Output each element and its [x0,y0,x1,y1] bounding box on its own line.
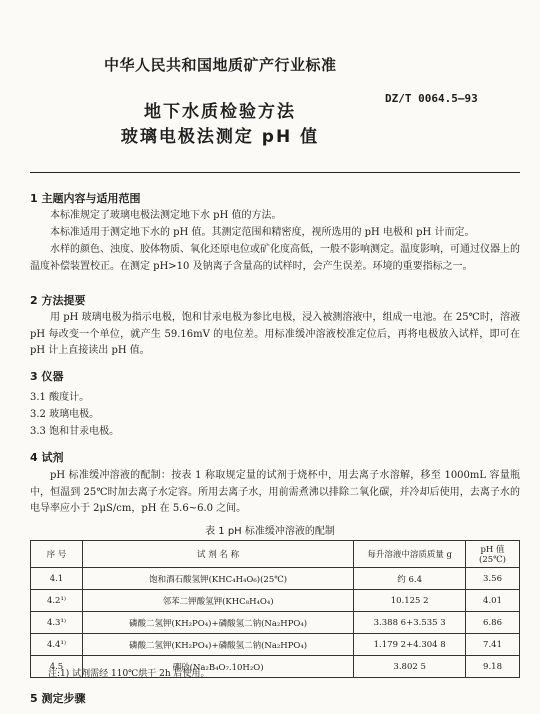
cell-number: 4.2¹⁾ [31,590,83,612]
column-header-mass: 每升溶液中溶质质量 g [354,541,466,568]
cell-ph: 3.56 [466,568,520,590]
section-1-paragraph-3: 水样的颜色、浊度、胶体物质、氧化还原电位或矿化度高低，一般不影响测定。温度影响，可通过仪器上的温度补偿装置校正。在测定 pH>10 及钠离子含量高的试样时，会产生误差。环境的重要指标之一。 [30,244,520,272]
table-row [31,612,520,634]
cell-number: 4.1 [31,568,83,590]
section-3-heading: 3 仪器 [30,370,64,383]
instrument-item-1: 3.1 酸度计。 [30,392,90,403]
cell-mass: 3.388 6+3.535 3 [354,612,466,634]
cell-ph: 9.18 [466,656,520,678]
section-1-paragraph-1: 本标准规定了玻璃电极法测定地下水 pH 值的方法。 [50,210,282,221]
cell-ph: 7.41 [466,634,520,656]
publisher-header: 中华人民共和国地质矿产行业标准 [104,56,337,74]
table-caption: 表 1 pH 标准缓冲溶液的配制 [205,526,335,537]
table-row [31,568,520,590]
cell-mass: 3.802 5 [354,656,466,678]
instrument-item-3: 3.3 饱和甘汞电极。 [30,426,120,437]
section-2-paragraph: 用 pH 玻璃电极为指示电极，饱和甘汞电极为参比电极，浸入被测溶液中，组成一电池。在 25℃时，溶液 pH 每改变一个单位，就产生 59.16mV 的电位差。用标准缓冲溶液校准定位后，再将电极放入试样，即可在 pH 计上直接读出 pH 值。 [30,312,520,356]
cell-ph: 4.01 [466,590,520,612]
table-row [31,634,520,656]
column-header-number: 序 号 [31,541,83,568]
cell-reagent: 饱和酒石酸氢钾(KHC₄H₄O₆)(25℃) [82,568,353,590]
cell-mass: 约 6.4 [354,568,466,590]
section-2-heading: 2 方法提要 [30,294,86,307]
section-1-heading: 1 主题内容与适用范围 [30,192,141,205]
section-1-paragraph-2: 本标准适用于测定地下水的 pH 值。其测定范围和精密度，视所选用的 pH 电极和 pH 计而定。 [50,227,475,238]
standard-number: DZ/T 0064.5—93 [385,92,478,105]
cell-reagent: 邻苯二钾酸氢钾(KHC₈H₄O₄) [82,590,353,612]
header-divider [30,172,520,173]
document-title-line1: 地下水质检验方法 [144,102,296,122]
column-header-ph: pH 值 (25℃) [466,541,520,568]
instrument-item-2: 3.2 玻璃电极。 [30,409,100,420]
cell-number: 4.5 [31,656,83,678]
cell-reagent: 磷酸二氢钾(KH₂PO₄)+磷酸氢二钠(Na₂HPO₄) [82,612,353,634]
column-header-reagent: 试 剂 名 称 [82,541,353,568]
cell-mass: 10.125 2 [354,590,466,612]
buffer-solution-table [30,540,520,678]
cell-reagent: 硼砂(Na₂B₄O₇.10H₂O) [82,656,353,678]
table-footnote: 注:1) 试剂需经 110℃烘干 2h 后使用。 [48,669,210,679]
cell-reagent: 磷酸二氢钾(KH₂PO₄)+磷酸氢二钠(Na₂HPO₄) [82,634,353,656]
section-4-heading: 4 试剂 [30,451,64,464]
section-5-heading: 5 测定步骤 [30,692,86,705]
document-title-line2: 玻璃电极法测定 pH 值 [120,127,320,147]
cell-ph: 6.86 [466,612,520,634]
cell-number: 4.3¹⁾ [31,612,83,634]
cell-number: 4.4¹⁾ [31,634,83,656]
table-row [31,590,520,612]
cell-mass: 1.179 2+4.304 8 [354,634,466,656]
section-4-paragraph: pH 标准缓冲溶液的配制：按表 1 称取规定量的试剂于烧杯中，用去离子水溶解，移至 1000mL 容量瓶中，恒温到 25℃时加去离子水定容。所用去离子水，用前需煮沸以排除二氧化碳，并冷却后使用，去离子水的电导率应小于 2μS/cm，pH 在 5.6~6.0 之间。 [30,470,520,514]
